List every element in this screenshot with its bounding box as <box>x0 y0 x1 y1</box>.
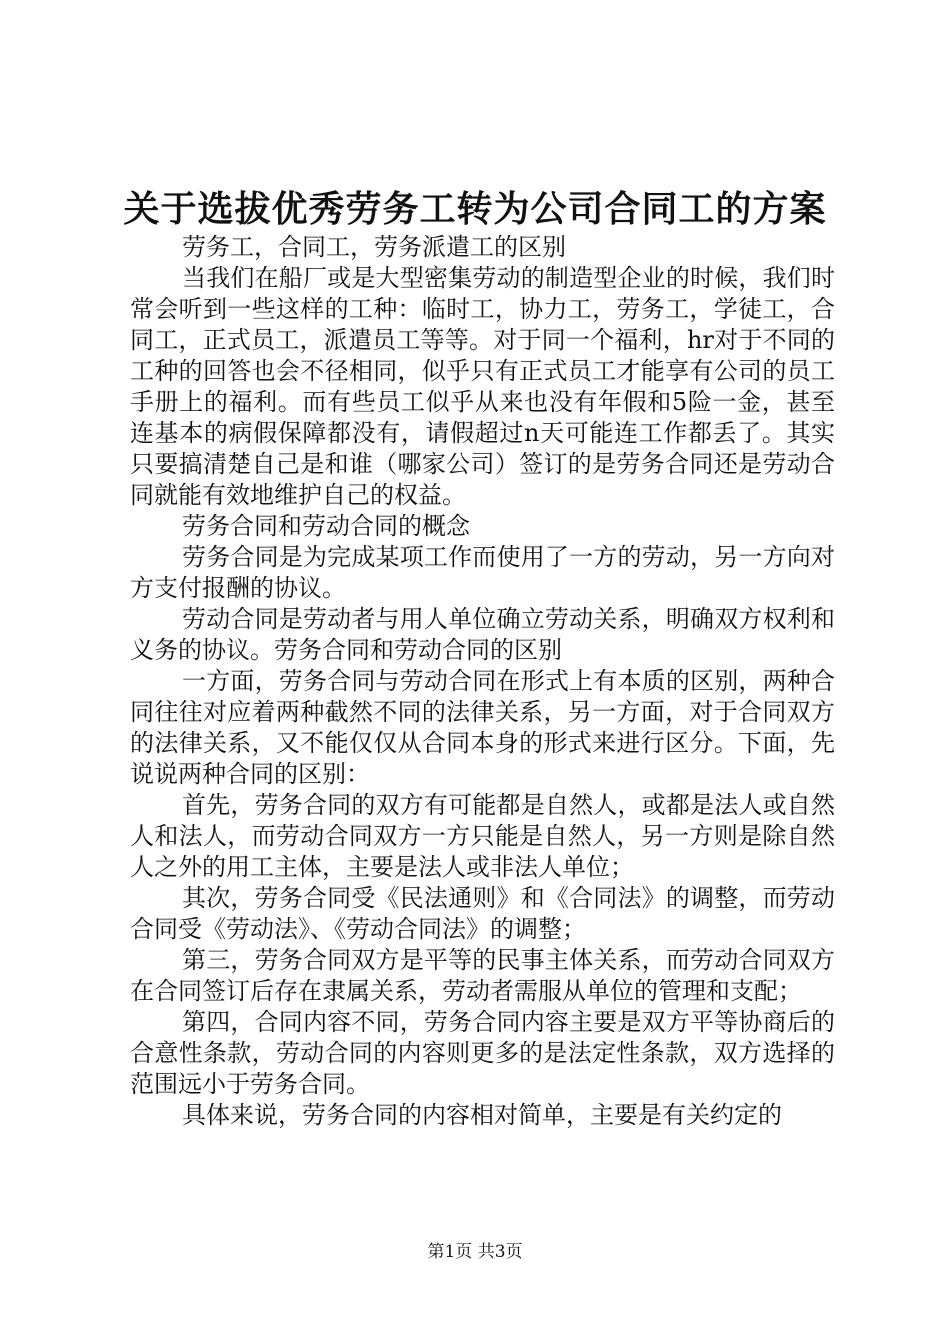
paragraph: 其次，劳务合同受《民法通则》和《合同法》的调整，而劳动合同受《劳动法》、《劳动合同法》的调整； <box>130 884 835 943</box>
paragraph: 劳务工，合同工，劳务派遣工的区别 <box>182 233 566 261</box>
paragraph: 第三，劳务合同双方是平等的民事主体关系，而劳动合同双方在合同签订后存在隶属关系，劳动者需服从单位的管理和支配； <box>130 946 835 1005</box>
paragraph: 第四，合同内容不同，劳务合同内容主要是双方平等协商后的合意性条款，劳动合同的内容则更多的是法定性条款，双方选择的范围远小于劳务合同。 <box>130 1008 835 1098</box>
paragraph: 劳动合同是劳动者与用人单位确立劳动关系，明确双方权利和义务的协议。劳务合同和劳动合同的区别 <box>130 605 835 664</box>
paragraph: 首先，劳务合同的双方有可能都是自然人，或都是法人或自然人和法人，而劳动合同双方一方只能是自然人，另一方则是除自然人之外的用工主体，主要是法人或非法人单位； <box>130 791 835 881</box>
paragraph: 劳务合同是为完成某项工作而使用了一方的劳动，另一方向对方支付报酬的协议。 <box>130 543 835 602</box>
paragraph: 一方面，劳务合同与劳动合同在形式上有本质的区别，两种合同往往对应着两种截然不同的法律关系，另一方面，对于合同双方的法律关系，又不能仅仅从合同本身的形式来进行区分。下面，先说说两种合同的区别： <box>130 667 835 788</box>
document-title: 关于选拔优秀劳务工转为公司合同工的方案 <box>123 188 827 230</box>
document-body <box>130 232 835 1131</box>
paragraph: 当我们在船厂或是大型密集劳动的制造型企业的时候，我们时常会听到一些这样的工种：临时工，协力工，劳务工，学徒工，合同工，正式员工，派遣员工等等。对于同一个福利，hr对于不同的工种的回答也会不径相同，似乎只有正式员工才能享有公司的员工手册上的福利。而有些员工似乎从来也没有年假和5险一金，甚至连基本的病假保障都没有，请假超过n天可能连工作都丢了。其实只要搞清楚自己是和谁（哪家公司）签订的是劳务合同还是劳动合同就能有效地维护自己的权益。 <box>130 264 835 509</box>
page-footer: 第1页 共3页 <box>427 1242 523 1262</box>
paragraph: 具体来说，劳务合同的内容相对简单，主要是有关约定的 <box>182 1101 782 1129</box>
paragraph: 劳务合同和劳动合同的概念 <box>182 512 470 540</box>
